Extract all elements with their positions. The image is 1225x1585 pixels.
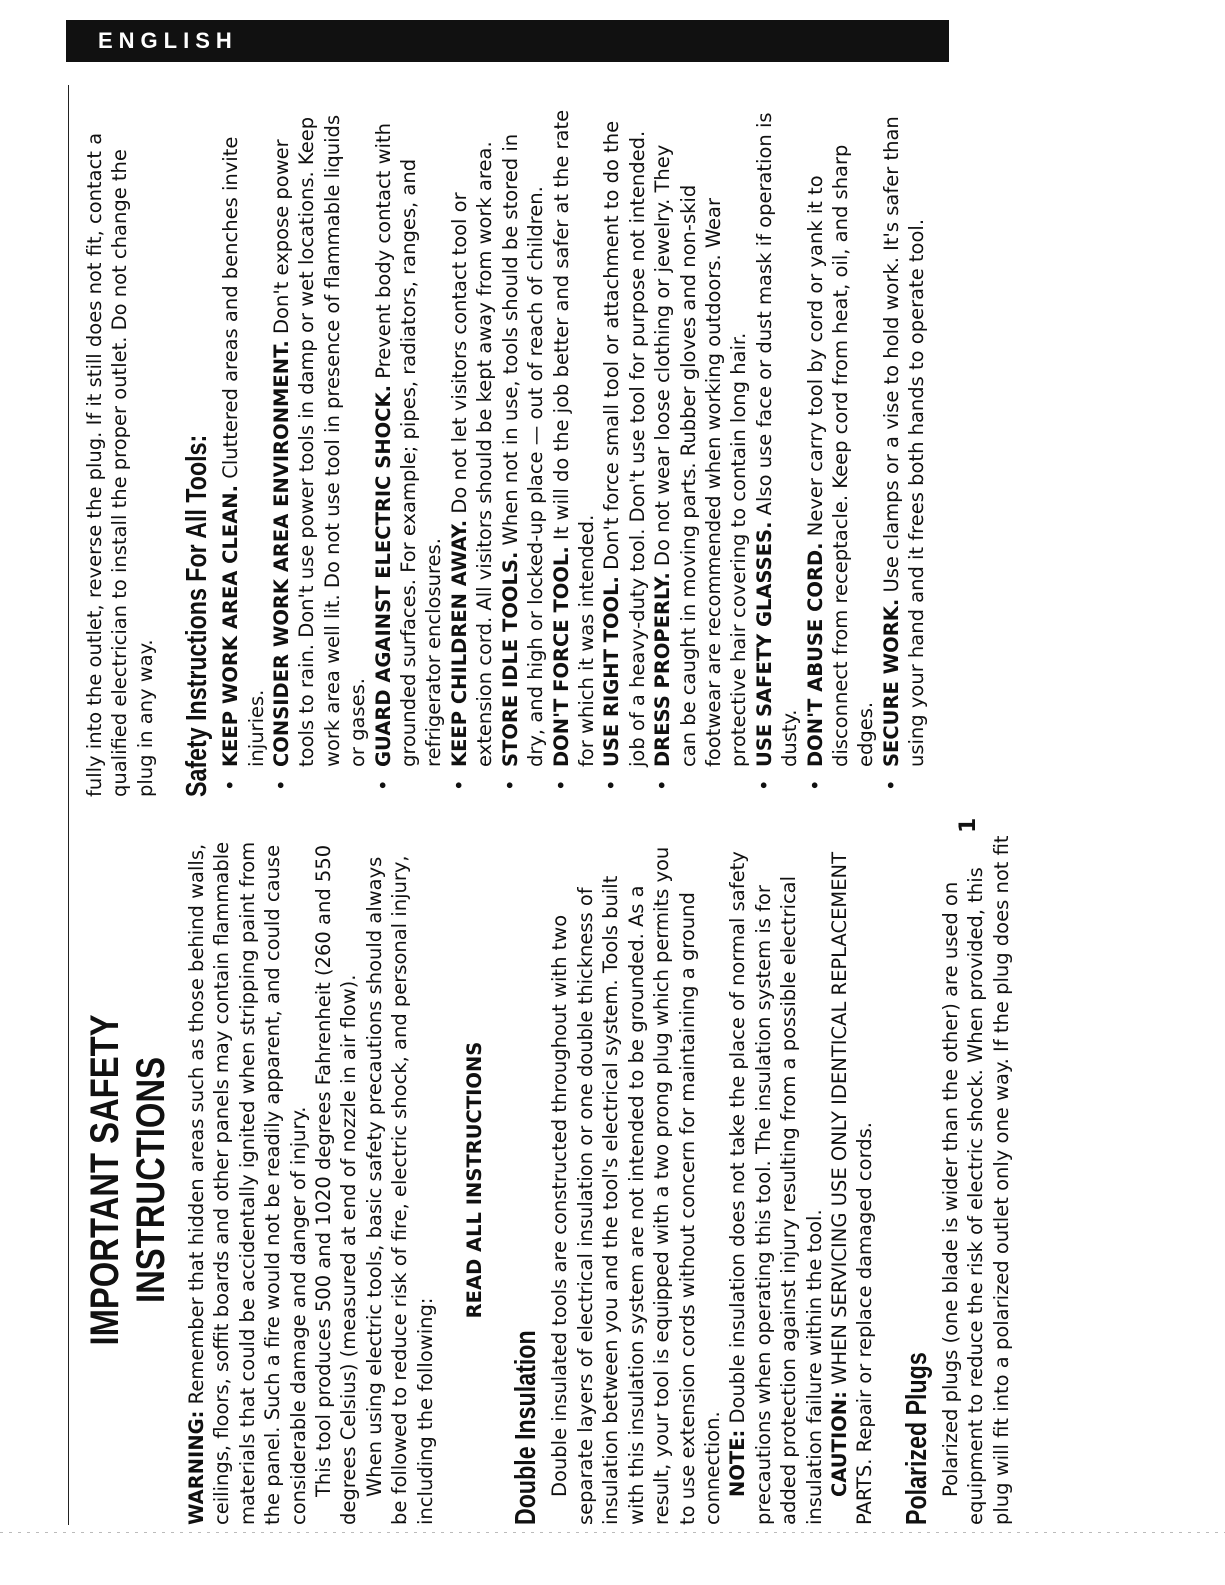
safety-item bbox=[269, 107, 371, 797]
safety-item bbox=[599, 107, 650, 797]
bullet-icon: • bbox=[752, 779, 776, 791]
safety-item bbox=[498, 107, 549, 797]
warning-text: Remember that hidden areas such as those behind walls, ceilings, floors, soffit boards and other panels may contain flammable materials that could be accidentally ignited when stripping paint from the panel. Such a fire would not be readily apparent, and could cause considerable damage and danger of injury. bbox=[185, 841, 310, 1525]
scan-edge-line bbox=[0, 1532, 1225, 1533]
bullet-icon: • bbox=[219, 779, 243, 791]
warning-label: WARNING: bbox=[185, 1410, 208, 1525]
bullet-icon: • bbox=[879, 779, 903, 791]
safety-item-label: KEEP WORK AREA CLEAN. bbox=[219, 484, 243, 767]
double-insulation-heading: Double Insulation bbox=[510, 1330, 543, 1525]
bullet-icon: • bbox=[803, 779, 827, 791]
read-all-heading: READ ALL INSTRUCTIONS bbox=[463, 1041, 487, 1319]
safety-item bbox=[752, 107, 803, 797]
rotated-page bbox=[50, 85, 1013, 1525]
intro-temperature: This tool produces 500 and 1020 degrees Fahrenheit (260 and 550 degrees Celsius) (measured at end of nozzle in air flow). bbox=[312, 844, 361, 1525]
polarized-plugs-heading: Polarized Plugs bbox=[900, 1352, 933, 1525]
page-number: 1 bbox=[956, 817, 981, 833]
bullet-icon: • bbox=[498, 779, 522, 791]
safety-item-text: Do not let visitors contact tool or extension cord. All visitors should be kept away from work area. bbox=[447, 141, 497, 767]
language-tab bbox=[66, 20, 949, 62]
safety-item-text: Don't expose power tools to rain. Don't use power tools in damp or wet locations. Keep work area well lit. Do not use tool in presence of flammable liquids or gases. bbox=[270, 114, 370, 767]
safety-item-text: Cluttered areas and benches invite injuries. bbox=[219, 136, 268, 767]
bullet-icon: • bbox=[447, 779, 471, 791]
caution-paragraph bbox=[827, 835, 878, 1525]
note-label: NOTE: bbox=[726, 1429, 750, 1497]
safety-item-label: KEEP CHILDREN AWAY. bbox=[447, 519, 471, 767]
language-label: ENGLISH bbox=[98, 28, 238, 53]
right-column bbox=[82, 107, 930, 797]
safety-item-label: STORE IDLE TOOLS. bbox=[498, 551, 522, 767]
caution-label: CAUTION: bbox=[827, 1391, 851, 1497]
page-title: IMPORTANT SAFETY INSTRUCTIONS bbox=[83, 1014, 173, 1346]
safety-item-text: Don't force small tool or attachment to do the job of a heavy-duty tool. Don't use tool for purpose not intended. bbox=[600, 120, 649, 767]
safety-item bbox=[447, 107, 498, 797]
safety-item-text: Also use face or dust mask if operation is dusty. bbox=[752, 112, 802, 767]
bullet-icon: • bbox=[371, 779, 395, 791]
note-paragraph bbox=[725, 835, 827, 1525]
safety-item-text: When not in use, tools should be stored in dry, and high or locked-up place — out of reach of children. bbox=[498, 133, 548, 767]
bullet-icon: • bbox=[600, 779, 624, 791]
double-insulation-paragraph: Double insulated tools are constructed throughout with two separate layers of electrical insulation or one double thickness of insulation between you and the tool's electrical system. Tools built with this insulation system are not intended to be grounded. As a result, your tool is equipped with a two prong plug which permits you to use extension cords without concern for maintaining a ground connection. bbox=[548, 846, 724, 1525]
safety-item bbox=[879, 107, 930, 797]
warning-paragraph bbox=[184, 835, 311, 1525]
note-text: Double insulation does not take the place of normal safety precautions when operating this tool. The insulation system is for added protection against injury resulting from a possible electrical insulation failure within the tool. bbox=[726, 851, 826, 1525]
safety-item-text: Prevent body contact with grounded surfaces. For example; pipes, radiators, ranges, and refrigerator enclosures. bbox=[371, 123, 446, 767]
top-rule bbox=[68, 85, 69, 1525]
safety-item-label: CONSIDER WORK AREA ENVIRONMENT. bbox=[270, 340, 294, 767]
caution-text: WHEN SERVICING USE ONLY IDENTICAL REPLACEMENT PARTS. Repair or replace damaged cords. bbox=[827, 851, 877, 1525]
safety-item-label: DON'T FORCE TOOL. bbox=[549, 546, 573, 767]
safety-item bbox=[650, 107, 752, 797]
safety-item-text: Never carry tool by cord or yank it to disconnect from receptacle. Keep cord from heat, oil, and sharp edges. bbox=[803, 144, 878, 767]
safety-item-label: USE RIGHT TOOL. bbox=[600, 576, 624, 767]
polarized-plugs-paragraph: Polarized plugs (one blade is wider than the other) are used on equipment to reduce the risk of electric shock. When provided, this plug will fit into a polarized outlet only one way. If the plug does not fit bbox=[938, 835, 1013, 1525]
safety-item-label: USE SAFETY GLASSES. bbox=[752, 521, 776, 767]
safety-item-label: DRESS PROPERLY. bbox=[651, 572, 675, 767]
safety-list bbox=[218, 107, 929, 797]
safety-item-text: Do not wear loose clothing or jewelry. They can be caught in moving parts. Rubber gloves and non-skid footwear are recommended when working outdoors. Wear protective hair covering to contain long hair. bbox=[651, 144, 751, 767]
bullet-icon: • bbox=[270, 779, 294, 791]
polarized-continued: fully into the outlet, reverse the plug. If it still does not fit, contact a qualified electrician to install the proper outlet. Do not change the plug in any way. bbox=[83, 132, 157, 797]
intro-precautions: When using electric tools, basic safety precautions should always be followed to reduce risk of fire, electric shock, and personal injury, including the following: bbox=[362, 855, 437, 1525]
safety-item-label: GUARD AGAINST ELECTRIC SHOCK. bbox=[371, 384, 395, 767]
safety-item-text: Use clamps or a vise to hold work. It's safer than using your hand and it frees both hands to operate tool. bbox=[879, 116, 929, 767]
safety-item bbox=[549, 107, 600, 797]
safety-item-text: It will do the job better and safer at the rate for which it was intended. bbox=[549, 109, 598, 767]
safety-item bbox=[218, 107, 269, 797]
bullet-icon: • bbox=[549, 779, 573, 791]
safety-item-label: DON'T ABUSE CORD. bbox=[803, 542, 827, 767]
safety-item-label: SECURE WORK. bbox=[879, 598, 903, 767]
left-column bbox=[82, 835, 1014, 1525]
safety-item bbox=[371, 107, 447, 797]
safety-heading: Safety Instructions For All Tools: bbox=[181, 434, 214, 797]
safety-item bbox=[803, 107, 879, 797]
bullet-icon: • bbox=[651, 779, 675, 791]
